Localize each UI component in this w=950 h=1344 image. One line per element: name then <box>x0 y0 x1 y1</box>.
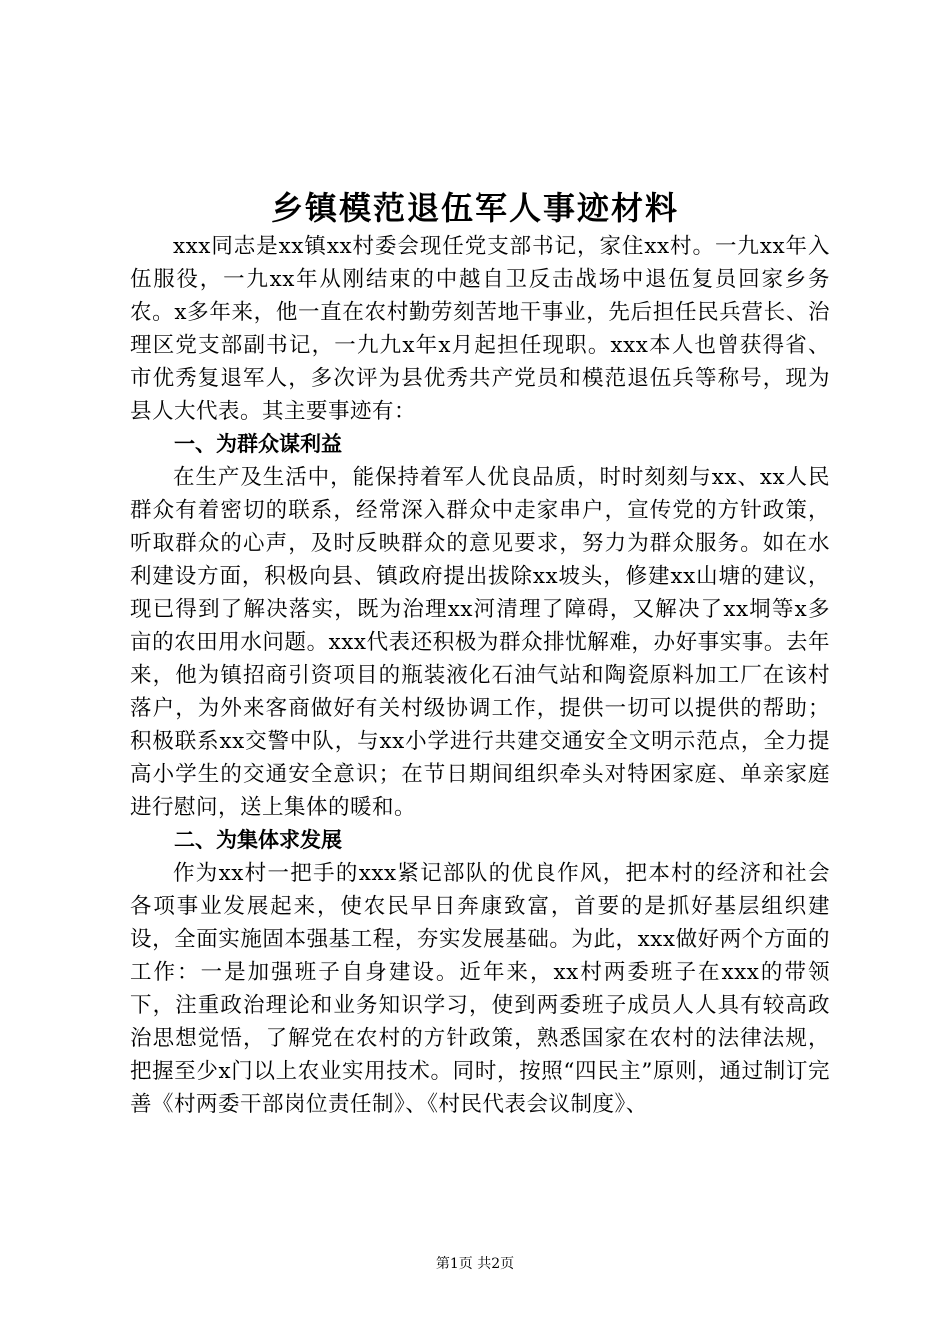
section-heading: 二、为集体求发展 <box>174 828 342 852</box>
section-heading: 一、为群众谋利益 <box>174 432 342 456</box>
section-benefit-people <box>130 428 830 824</box>
document-title: 乡镇模范退伍军人事迹材料 <box>270 189 679 227</box>
section-paragraph: 作为xx村一把手的xxx紧记部队的优良作风，把本村的经济和社会各项事业发展起来，使农民早日奔康致富，首要的是抓好基层组织建设，全面实施固本强基工程，夯实发展基础。为此，xxx做好两个方面的工作：一是加强班子自身建设。近年来，xx村两委班子在xxx的带领下，注重政治理论和业务知识学习，使到两委班子成员人人具有较高政治思想觉悟，了解党在农村的方针政策，熟悉国家在农村的法律法规，把握至少x门以上农业实用技术。同时，按照“四民主”原则，通过制订完善《村两委干部岗位责任制》、《村民代表会议制度》、 <box>130 861 830 1117</box>
section-paragraph: 在生产及生活中，能保持着军人优良品质，时时刻刻与xx、xx人民群众有着密切的联系，经常深入群众中走家串户，宣传党的方针政策，听取群众的心声，及时反映群众的意见要求，努力为群众服务。如在水利建设方面，积极向县、镇政府提出拔除xx坡头，修建xx山塘的建议，现已得到了解决落实，既为治理xx河清理了障碍，又解决了xx垌等x多亩的农田用水问题。xxx代表还积极为群众排忧解难，办好事实事。去年来，他为镇招商引资项目的瓶装液化石油气站和陶瓷原料加工厂在该村落户，为外来客商做好有关村级协调工作，提供一切可以提供的帮助；积极联系xx交警中队，与xx小学进行共建交通安全文明示范点，全力提高小学生的交通安全意识；在节日期间组织牵头对特困家庭、单亲家庭进行慰问，送上集体的暖和。 <box>130 465 830 820</box>
intro-paragraph: xxx同志是xx镇xx村委会现任党支部书记，家住xx村。一九xx年入伍服役，一九xx年从刚结束的中越自卫反击战场中退伍复员回家乡务农。x多年来，他一直在农村勤劳刻苦地干事业，先后担任民兵营长、治理区党支部副书记，一九九x年x月起担任现职。xxx本人也曾获得省、市优秀复退军人，多次评为县优秀共产党员和模范退伍兵等称号，现为县人大代表。其主要事迹有： <box>130 234 830 424</box>
section-collective-development <box>130 824 830 1121</box>
page-number-footer: 第1页 共2页 <box>435 1256 515 1272</box>
document-body <box>130 230 830 1121</box>
